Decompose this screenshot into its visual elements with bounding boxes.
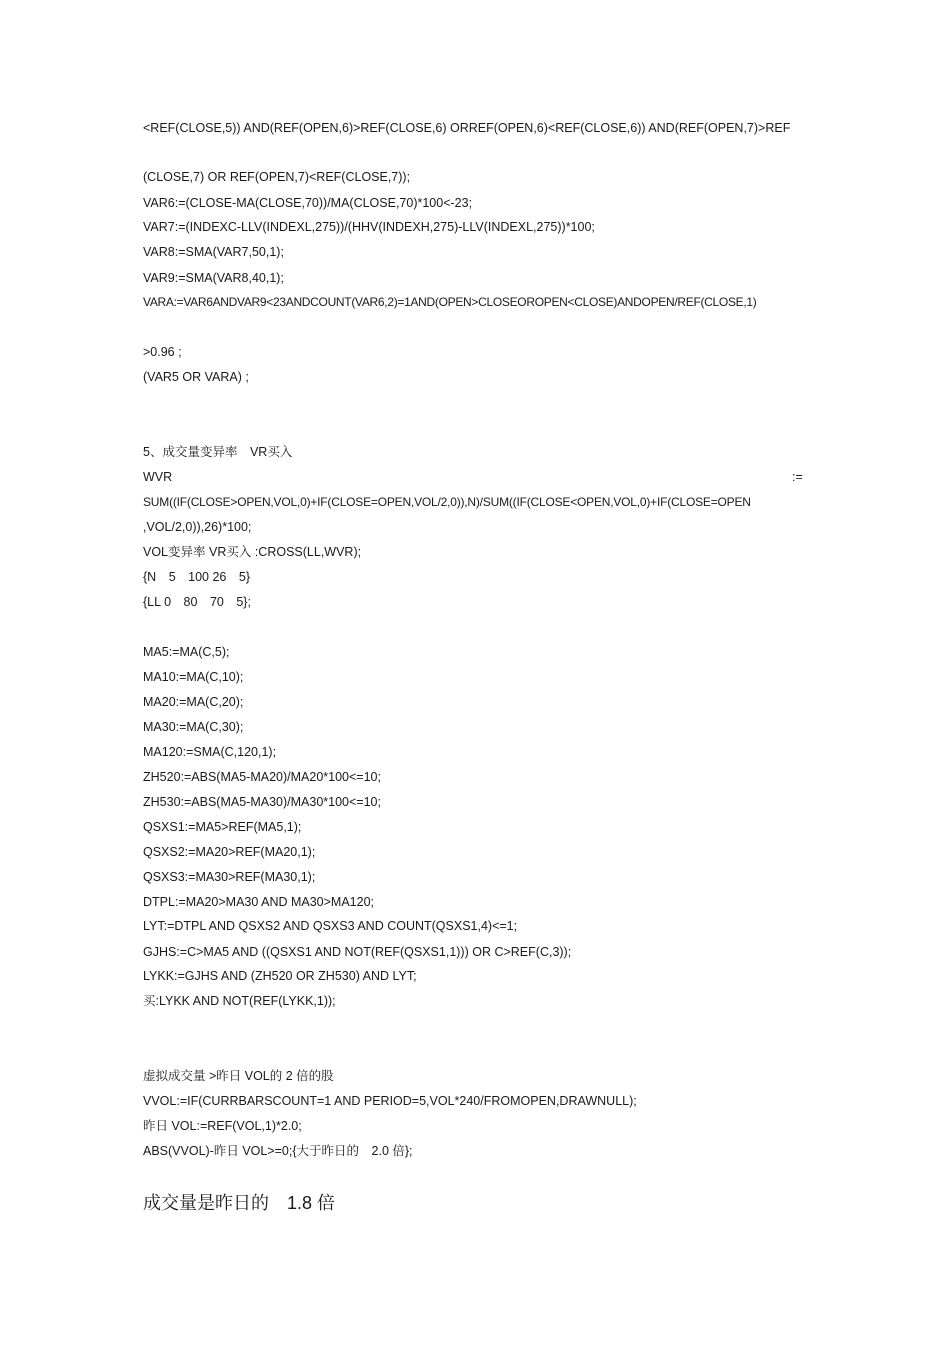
code-line: (VAR5 OR VARA) ;: [143, 370, 249, 384]
code-line: VARA:=VAR6ANDVAR9<23ANDCOUNT(VAR6,2)=1AND(OPEN>CLOSEOROPEN<CLOSE)ANDOPEN/REF(CLOSE,1): [143, 295, 757, 309]
code-line: 买:LYKK AND NOT(REF(LYKK,1));: [143, 994, 336, 1008]
code-line: WVR: [143, 470, 173, 484]
code-line: {LL 0 80 70 5};: [143, 595, 251, 609]
code-line: {N 5 100 26 5}: [143, 570, 251, 584]
code-line: DTPL:=MA20>MA30 AND MA30>MA120;: [143, 895, 375, 909]
code-line: SUM((IF(CLOSE>OPEN,VOL,0)+IF(CLOSE=OPEN,VOL/2,0)),N)/SUM((IF(CLOSE<OPEN,VOL,0)+IF(CLOSE=OPEN: [143, 495, 751, 509]
code-line: <REF(CLOSE,5)) AND(REF(OPEN,6)>REF(CLOSE,6) ORREF(OPEN,6)<REF(CLOSE,6)) AND(REF(OPEN,7)>REF: [143, 121, 791, 135]
code-line: VOL变异率 VR买入 :CROSS(LL,WVR);: [143, 545, 362, 559]
code-line: QSXS3:=MA30>REF(MA30,1);: [143, 870, 316, 884]
code-line: VAR6:=(CLOSE-MA(CLOSE,70))/MA(CLOSE,70)*100<-23;: [143, 196, 473, 210]
code-line: MA20:=MA(C,20);: [143, 695, 244, 709]
assign-operator: :=: [792, 470, 803, 484]
code-line: LYT:=DTPL AND QSXS2 AND QSXS3 AND COUNT(QSXS1,4)<=1;: [143, 919, 518, 933]
code-line: MA5:=MA(C,5);: [143, 645, 230, 659]
code-line: MA120:=SMA(C,120,1);: [143, 745, 277, 759]
code-line: VVOL:=IF(CURRBARSCOUNT=1 AND PERIOD=5,VOL*240/FROMOPEN,DRAWNULL);: [143, 1094, 637, 1108]
section-title: 5、成交量变异率 VR买入: [143, 445, 293, 459]
code-line: QSXS2:=MA20>REF(MA20,1);: [143, 845, 316, 859]
code-line: >0.96 ;: [143, 345, 182, 359]
code-line: MA10:=MA(C,10);: [143, 670, 244, 684]
code-line: MA30:=MA(C,30);: [143, 720, 244, 734]
code-line: VAR7:=(INDEXC-LLV(INDEXL,275))/(HHV(INDEXH,275)-LLV(INDEXL,275))*100;: [143, 220, 595, 234]
code-line: QSXS1:=MA5>REF(MA5,1);: [143, 820, 302, 834]
heading: 成交量是昨日的 1.8 倍: [143, 1193, 336, 1213]
code-line: VAR9:=SMA(VAR8,40,1);: [143, 271, 284, 285]
code-line: ZH530:=ABS(MA5-MA30)/MA30*100<=10;: [143, 795, 381, 809]
code-line: ZH520:=ABS(MA5-MA20)/MA20*100<=10;: [143, 770, 381, 784]
code-line: GJHS:=C>MA5 AND ((QSXS1 AND NOT(REF(QSXS1,1))) OR C>REF(C,3));: [143, 945, 572, 959]
code-line: LYKK:=GJHS AND (ZH520 OR ZH530) AND LYT;: [143, 969, 417, 983]
code-line: 昨日 VOL:=REF(VOL,1)*2.0;: [143, 1119, 302, 1133]
code-line: VAR8:=SMA(VAR7,50,1);: [143, 245, 284, 259]
code-line: ABS(VVOL)-昨日 VOL>=0;{大于昨日的 2.0 倍};: [143, 1144, 413, 1158]
section-title: 虚拟成交量 >昨日 VOL的 2 倍的股: [143, 1069, 334, 1083]
code-line: (CLOSE,7) OR REF(OPEN,7)<REF(CLOSE,7));: [143, 170, 411, 184]
code-line: ,VOL/2,0)),26)*100;: [143, 520, 252, 534]
